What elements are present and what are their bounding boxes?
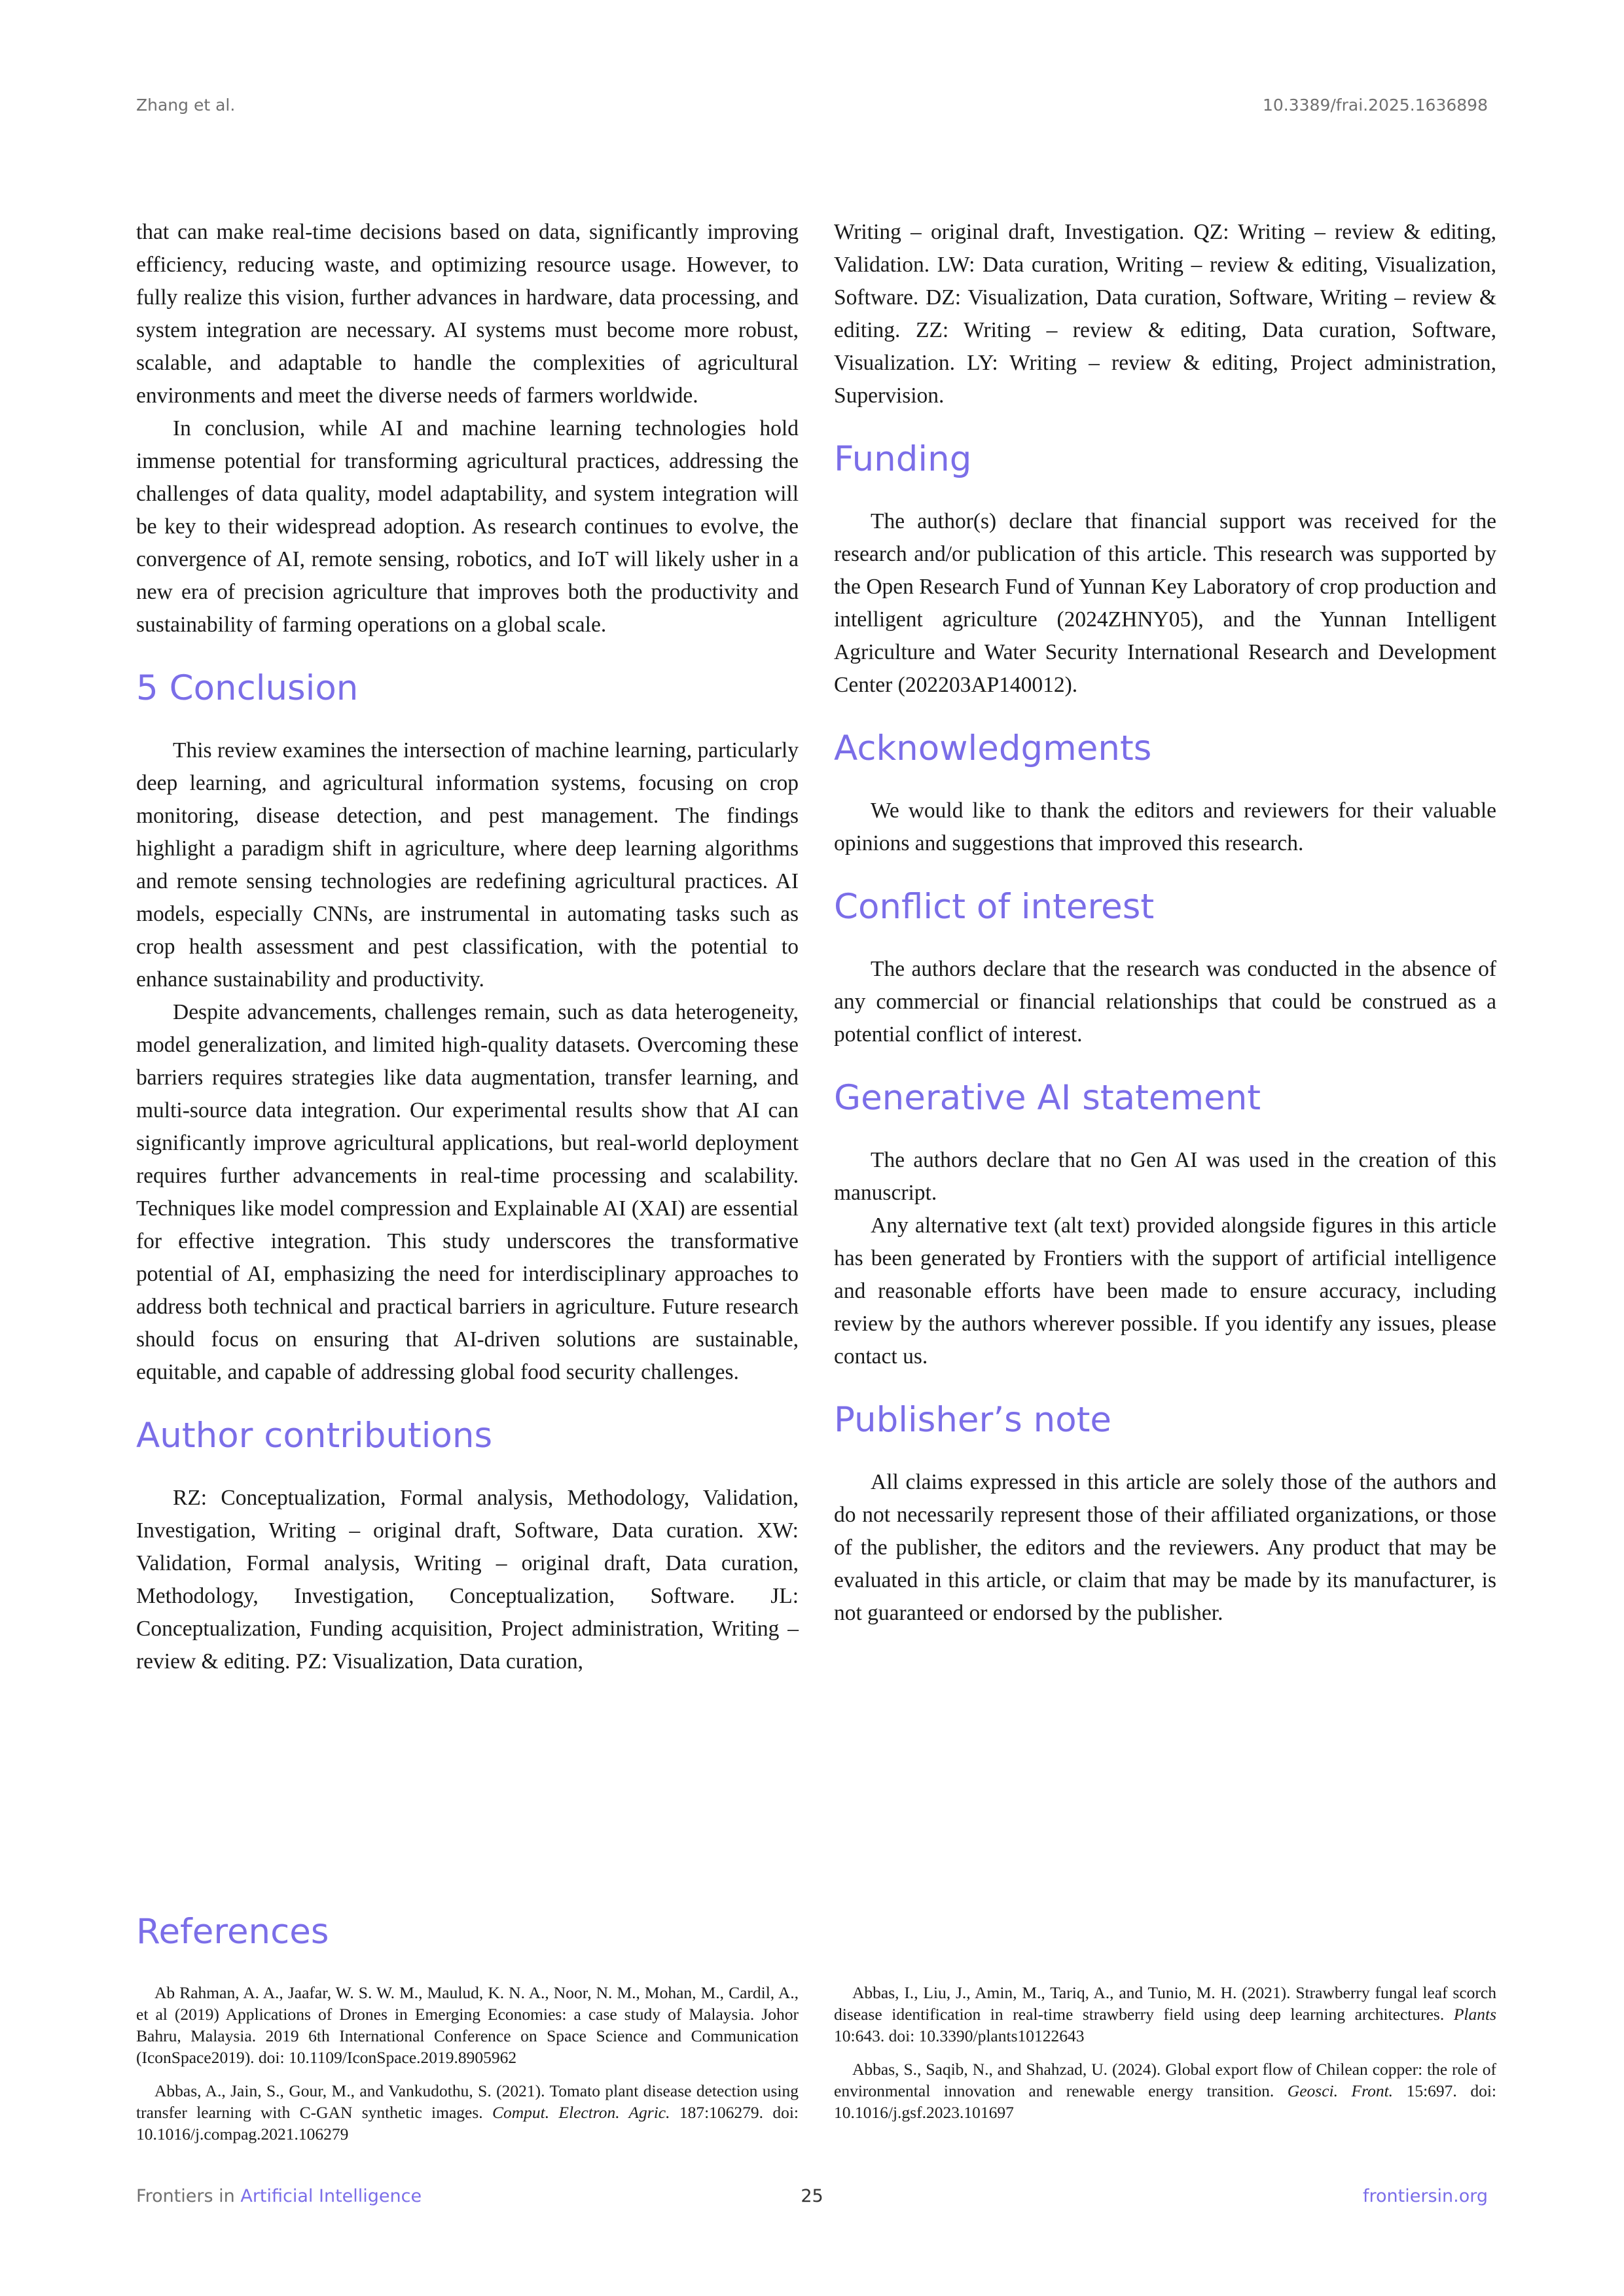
left-column xyxy=(136,216,799,1678)
author-contributions-paragraph: RZ: Conceptualization, Formal analysis, Methodology, Validation, Investigation, Writing – original draft, Software, Data curation. XW: Validation, Formal analysis, Writing – original draft, Data curation, Methodology, Investigation, Conceptualization, Software. JL: Conceptualization, Funding acquisition, Project administration, Writing – review & editing. PZ: Visualization, Data curation, xyxy=(136,1486,799,1674)
references-left-column xyxy=(136,1982,799,2157)
reference-entry: Ab Rahman, A. A., Jaafar, W. S. W. M., Maulud, K. N. A., Noor, N. M., Mohan, M., Cardil, A., et al (2019) Applications of Drones in Emerging Economies: a case study of Malaysia. Johor Bahru, Malaysia. 2019 6th International Conference on Space Science and Communication (IconSpace2019). doi: 10.1109/IconSpace.2019.8905962 xyxy=(136,1983,799,2067)
references-right-column xyxy=(834,1982,1496,2135)
header-doi: 10.3389/frai.2025.1636898 xyxy=(1262,96,1488,115)
section-heading-publishers-note: Publisher’s note xyxy=(834,1400,1112,1440)
generative-ai-paragraph-1: The authors declare that no Gen AI was used in the creation of this manuscript. xyxy=(834,1148,1496,1205)
author-contributions-continued: Writing – original draft, Investigation. QZ: Writing – review & editing, Validation. LW: Data curation, Writing – review & editing, Visualization, Software. DZ: Visualization, Data curation, Software, Writing – review & editing. ZZ: Writing – review & editing, Data curation, Software, Visualization. LY: Writing – review & editing, Project administration, Supervision. xyxy=(834,220,1496,408)
section-heading-acknowledgments: Acknowledgments xyxy=(834,728,1152,768)
conclusion-paragraph-1: This review examines the intersection of machine learning, particularly deep learning, and agricultural information systems, focusing on crop monitoring, disease detection, and pest management. The findings highlight a paradigm shift in agriculture, where deep learning algorithms and remote sensing technologies are redefining agricultural practices. AI models, especially CNNs, are instrumental in automating tasks such as crop health assessment and pest classification, with the potential to enhance sustainability and productivity. xyxy=(136,738,799,992)
section-heading-funding: Funding xyxy=(834,439,972,479)
acknowledgments-paragraph: We would like to thank the editors and reviewers for their valuable opinions and suggestions that improved this research. xyxy=(834,798,1496,855)
running-header xyxy=(136,96,1488,122)
references-section xyxy=(136,1911,1497,2144)
section-heading-conclusion: 5 Conclusion xyxy=(136,668,359,708)
reference-entry: Abbas, S., Saqib, N., and Shahzad, U. (2024). Global export flow of Chilean copper: the role of environmental innovation and renewable energy transition. Geosci. Front. 15:697. doi: 10.1016/j.gsf.2023.101697 xyxy=(834,2060,1497,2122)
reference-entry: Abbas, I., Liu, J., Amin, M., Tariq, A., and Tunio, M. H. (2021). Strawberry fungal leaf scorch disease identification in real-time strawberry field using deep learning architectures. Plants 10:643. doi: 10.3390/plants10122643 xyxy=(834,1983,1496,2045)
footer-site-link[interactable]: frontiersin.org xyxy=(1363,2186,1488,2206)
section-heading-generative-ai: Generative AI statement xyxy=(834,1078,1261,1118)
footer-journal-name[interactable]: Artificial Intelligence xyxy=(240,2186,422,2206)
page-footer xyxy=(136,2186,1488,2212)
header-authors: Zhang et al. xyxy=(136,96,236,115)
funding-paragraph: The author(s) declare that financial support was received for the research and/or publication of this article. This research was supported by the Open Research Fund of Yunnan Key Laboratory of crop production and intelligent agriculture (2024ZHNY05), and the Yunnan Intelligent Agriculture and Water Security International Research and Development Center (202203AP140012). xyxy=(834,509,1496,697)
conclusion-paragraph-2: Despite advancements, challenges remain, such as data heterogeneity, model generalization, and limited high-quality datasets. Overcoming these barriers requires strategies like data augmentation, transfer learning, and multi-source data integration. Our experimental results show that AI can significantly improve agricultural applications, but real-world deployment requires further advancements in real-time processing and scalability. Techniques like model compression and Explainable AI (XAI) are essential for effective integration. This study underscores the transformative potential of AI, emphasizing the need for interdisciplinary approaches to address both technical and practical barriers in agriculture. Future research should focus on ensuring that AI-driven solutions are sustainable, equitable, and capable of addressing global food security challenges. xyxy=(136,1000,799,1384)
paragraph-continued: that can make real-time decisions based on data, significantly improving efficiency, reducing waste, and optimizing resource usage. However, to fully realize this vision, further advances in hardware, data processing, and system integration are necessary. AI systems must become more robust, scalable, and adaptable to handle the complexities of agricultural environments and meet the diverse needs of farmers worldwide. xyxy=(136,220,799,408)
footer-journal: Frontiers in Artificial Intelligence xyxy=(136,2186,422,2206)
reference-entry: Abbas, A., Jain, S., Gour, M., and Vankudothu, S. (2021). Tomato plant disease detection using transfer learning with C-GAN synthetic images. Comput. Electron. Agric. 187:106279. doi: 10.1016/j.compag.2021.106279 xyxy=(136,2081,799,2144)
section-heading-author-contributions: Author contributions xyxy=(136,1416,493,1456)
paragraph-in-conclusion: In conclusion, while AI and machine learning technologies hold immense potential for transforming agricultural practices, addressing the challenges of data quality, model adaptability, and system integration will be key to their widespread adoption. As research continues to evolve, the convergence of AI, remote sensing, robotics, and IoT will likely usher in a new era of precision agriculture that improves both the productivity and sustainability of farming operations on a global scale. xyxy=(136,416,799,637)
conflict-of-interest-paragraph: The authors declare that the research was conducted in the absence of any commercial or financial relationships that could be construed as a potential conflict of interest. xyxy=(834,957,1496,1047)
generative-ai-paragraph-2: Any alternative text (alt text) provided alongside figures in this article has been generated by Frontiers with the support of artificial intelligence and reasonable efforts have been made to ensure accuracy, including review by the authors wherever possible. If you identify any issues, please contact us. xyxy=(834,1213,1496,1369)
publishers-note-paragraph: All claims expressed in this article are solely those of the authors and do not necessarily represent those of their affiliated organizations, or those of the publisher, the editors and the reviewers. Any product that may be evaluated in this article, or claim that may be made by its manufacturer, is not guaranteed or endorsed by the publisher. xyxy=(834,1470,1496,1625)
page-number: 25 xyxy=(801,2186,823,2206)
right-column xyxy=(834,216,1496,1630)
section-heading-references: References xyxy=(136,1912,329,1952)
section-heading-conflict-of-interest: Conflict of interest xyxy=(834,887,1155,927)
